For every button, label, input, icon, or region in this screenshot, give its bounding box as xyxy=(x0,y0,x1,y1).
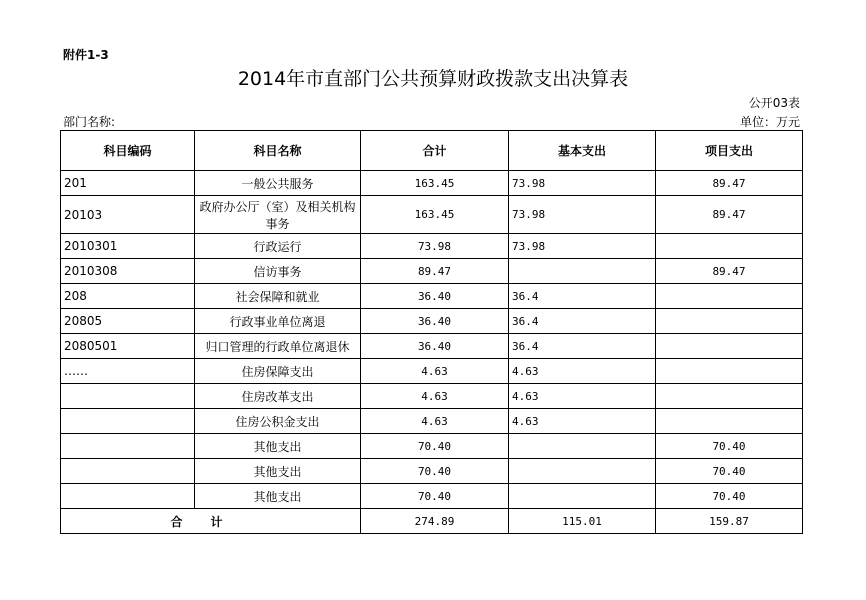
cell-total: 73.98 xyxy=(361,234,509,259)
cell-total: 163.45 xyxy=(361,196,509,234)
cell-basic: 73.98 xyxy=(509,196,656,234)
cell-basic: 36.4 xyxy=(509,334,656,359)
cell-name: 其他支出 xyxy=(195,434,361,459)
cell-basic: 73.98 xyxy=(509,234,656,259)
table-row xyxy=(61,384,803,409)
cell-total: 36.40 xyxy=(361,309,509,334)
cell-code xyxy=(61,384,195,409)
form-number: 公开03表 xyxy=(748,96,800,110)
cell-code: 201 xyxy=(61,171,195,196)
cell-name: 一般公共服务 xyxy=(195,171,361,196)
cell-project: 89.47 xyxy=(656,171,803,196)
cell-basic: 36.4 xyxy=(509,284,656,309)
cell-code: …… xyxy=(61,359,195,384)
cell-code: 20103 xyxy=(61,196,195,234)
cell-name: 住房改革支出 xyxy=(195,384,361,409)
cell-name: 行政事业单位离退 xyxy=(195,309,361,334)
cell-code xyxy=(61,434,195,459)
cell-project xyxy=(656,234,803,259)
cell-project: 70.40 xyxy=(656,459,803,484)
cell-basic xyxy=(509,459,656,484)
cell-total: 36.40 xyxy=(361,334,509,359)
table-row xyxy=(61,259,803,284)
header-basic: 基本支出 xyxy=(509,131,656,171)
cell-total: 70.40 xyxy=(361,434,509,459)
cell-code: 2010301 xyxy=(61,234,195,259)
cell-name: 信访事务 xyxy=(195,259,361,284)
cell-total: 4.63 xyxy=(361,359,509,384)
cell-project: 70.40 xyxy=(656,434,803,459)
cell-code: 2010308 xyxy=(61,259,195,284)
cell-total: 36.40 xyxy=(361,284,509,309)
cell-name: 其他支出 xyxy=(195,459,361,484)
cell-project xyxy=(656,309,803,334)
cell-name: 归口管理的行政单位离退休 xyxy=(195,334,361,359)
cell-project: 89.47 xyxy=(656,196,803,234)
table-row xyxy=(61,284,803,309)
cell-name: 社会保障和就业 xyxy=(195,284,361,309)
table-row xyxy=(61,171,803,196)
cell-project xyxy=(656,384,803,409)
table-row xyxy=(61,484,803,509)
cell-basic: 4.63 xyxy=(509,384,656,409)
cell-code xyxy=(61,484,195,509)
cell-basic: 4.63 xyxy=(509,409,656,434)
header-code: 科目编码 xyxy=(61,131,195,171)
table-row xyxy=(61,334,803,359)
sum-total: 274.89 xyxy=(361,509,509,534)
cell-name: 其他支出 xyxy=(195,484,361,509)
cell-total: 163.45 xyxy=(361,171,509,196)
table-row xyxy=(61,234,803,259)
table-row xyxy=(61,359,803,384)
page-title: 2014年市直部门公共预算财政拨款支出决算表 xyxy=(237,68,629,90)
cell-basic: 73.98 xyxy=(509,171,656,196)
cell-basic xyxy=(509,484,656,509)
cell-code: 208 xyxy=(61,284,195,309)
cell-basic: 4.63 xyxy=(509,359,656,384)
cell-name: 政府办公厅（室）及相关机构事务 xyxy=(195,196,361,234)
table-row xyxy=(61,196,803,234)
cell-total: 70.40 xyxy=(361,459,509,484)
cell-total: 70.40 xyxy=(361,484,509,509)
budget-table xyxy=(60,130,803,534)
cell-name: 行政运行 xyxy=(195,234,361,259)
cell-project xyxy=(656,409,803,434)
cell-code: 2080501 xyxy=(61,334,195,359)
department-label: 部门名称: xyxy=(63,115,116,129)
cell-project: 89.47 xyxy=(656,259,803,284)
sum-label: 合计 xyxy=(61,509,361,534)
cell-total: 89.47 xyxy=(361,259,509,284)
cell-basic xyxy=(509,259,656,284)
cell-project: 70.40 xyxy=(656,484,803,509)
table-row xyxy=(61,309,803,334)
table-row xyxy=(61,434,803,459)
table-body xyxy=(61,171,803,509)
cell-code: 20805 xyxy=(61,309,195,334)
cell-basic xyxy=(509,434,656,459)
table-row xyxy=(61,409,803,434)
header-project: 项目支出 xyxy=(656,131,803,171)
table-header-row xyxy=(61,131,803,171)
cell-basic: 36.4 xyxy=(509,309,656,334)
attachment-label: 附件1-3 xyxy=(63,48,109,62)
cell-project xyxy=(656,284,803,309)
cell-total: 4.63 xyxy=(361,409,509,434)
table-sum-row xyxy=(61,509,803,534)
header-total: 合计 xyxy=(361,131,509,171)
cell-code xyxy=(61,409,195,434)
sum-project: 159.87 xyxy=(656,509,803,534)
cell-total: 4.63 xyxy=(361,384,509,409)
sum-basic: 115.01 xyxy=(509,509,656,534)
cell-project xyxy=(656,334,803,359)
cell-code xyxy=(61,459,195,484)
header-name: 科目名称 xyxy=(195,131,361,171)
unit-label: 单位：万元 xyxy=(739,115,800,129)
cell-name: 住房保障支出 xyxy=(195,359,361,384)
table-row xyxy=(61,459,803,484)
cell-name: 住房公积金支出 xyxy=(195,409,361,434)
cell-project xyxy=(656,359,803,384)
